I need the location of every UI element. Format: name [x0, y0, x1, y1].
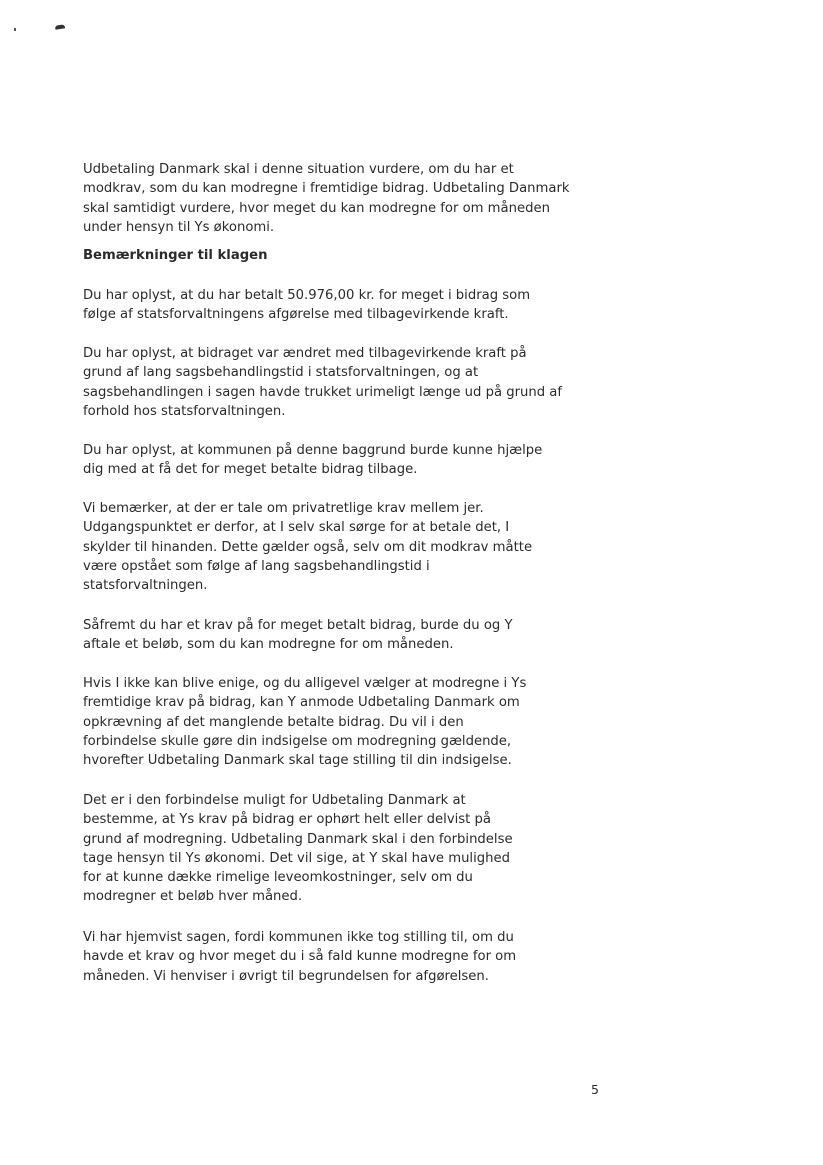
- section-heading: Bemærkninger til klagen: [83, 248, 268, 263]
- page-number: 5: [591, 1082, 599, 1097]
- remark-paragraph: Såfremt du har et krav på for meget betalt bidrag, burde du og Y aftale et beløb, som du kan modregne for om måneden.: [83, 618, 513, 653]
- scan-mark: [14, 28, 16, 31]
- remark-paragraph: Du har oplyst, at du har betalt 50.976,00 kr. for meget i bidrag som følge af statsforvaltningens afgørelse med tilbagevirkende kraft.: [83, 288, 531, 323]
- intro-paragraph: Udbetaling Danmark skal i denne situation vurdere, om du har et modkrav, som du kan modregne i fremtidige bidrag. Udbetaling Danmark skal samtidigt vurdere, hvor meget du kan modregne for om måneden under hensyn til Ys økonomi.: [83, 162, 570, 235]
- remark-paragraph: Hvis I ikke kan blive enige, og du alligevel vælger at modregne i Ys fremtidige krav på bidrag, kan Y anmode Udbetaling Danmark om opkrævning af det manglende betalte bidrag. Du vil i den forbindelse skulle gøre din indsigelse om modregning gældende, hvorefter Udbetaling Danmark skal tage stilling til din indsigelse.: [83, 676, 527, 769]
- remark-paragraph: Vi bemærker, at der er tale om privatretlige krav mellem jer. Udgangspunktet er derfor, at I selv skal sørge for at betale det, I skylder til hinanden. Dette gælder også, selv om dit modkrav måtte være opstået som følge af lang sagsbehandlingstid i statsforvaltningen.: [83, 501, 533, 594]
- remark-paragraph: Du har oplyst, at kommunen på denne baggrund burde kunne hjælpe dig med at få det for meget betalte bidrag tilbage.: [83, 443, 543, 478]
- remark-paragraph: Du har oplyst, at bidraget var ændret med tilbagevirkende kraft på grund af lang sagsbehandlingstid i statsforvaltningen, og at sagsbehandlingen i sagen havde trukket urimeligt længe ud på grund af forhold hos statsforvaltningen.: [83, 346, 563, 419]
- remark-paragraph: Vi har hjemvist sagen, fordi kommunen ikke tog stilling til, om du havde et krav og hvor meget du i så fald kunne modregne for om måneden. Vi henviser i øvrigt til begrundelsen for afgørelsen.: [83, 930, 517, 984]
- scan-mark: [55, 24, 65, 29]
- remark-paragraph: Det er i den forbindelse muligt for Udbetaling Danmark at bestemme, at Ys krav på bidrag er ophørt helt eller delvist på grund af modregning. Udbetaling Danmark skal i den forbindelse tage hensyn til Ys økonomi. Det vil sige, at Y skal have mulighed for at kunne dække rimelige leveomkostninger, selv om du modregner et beløb hver måned.: [83, 793, 513, 905]
